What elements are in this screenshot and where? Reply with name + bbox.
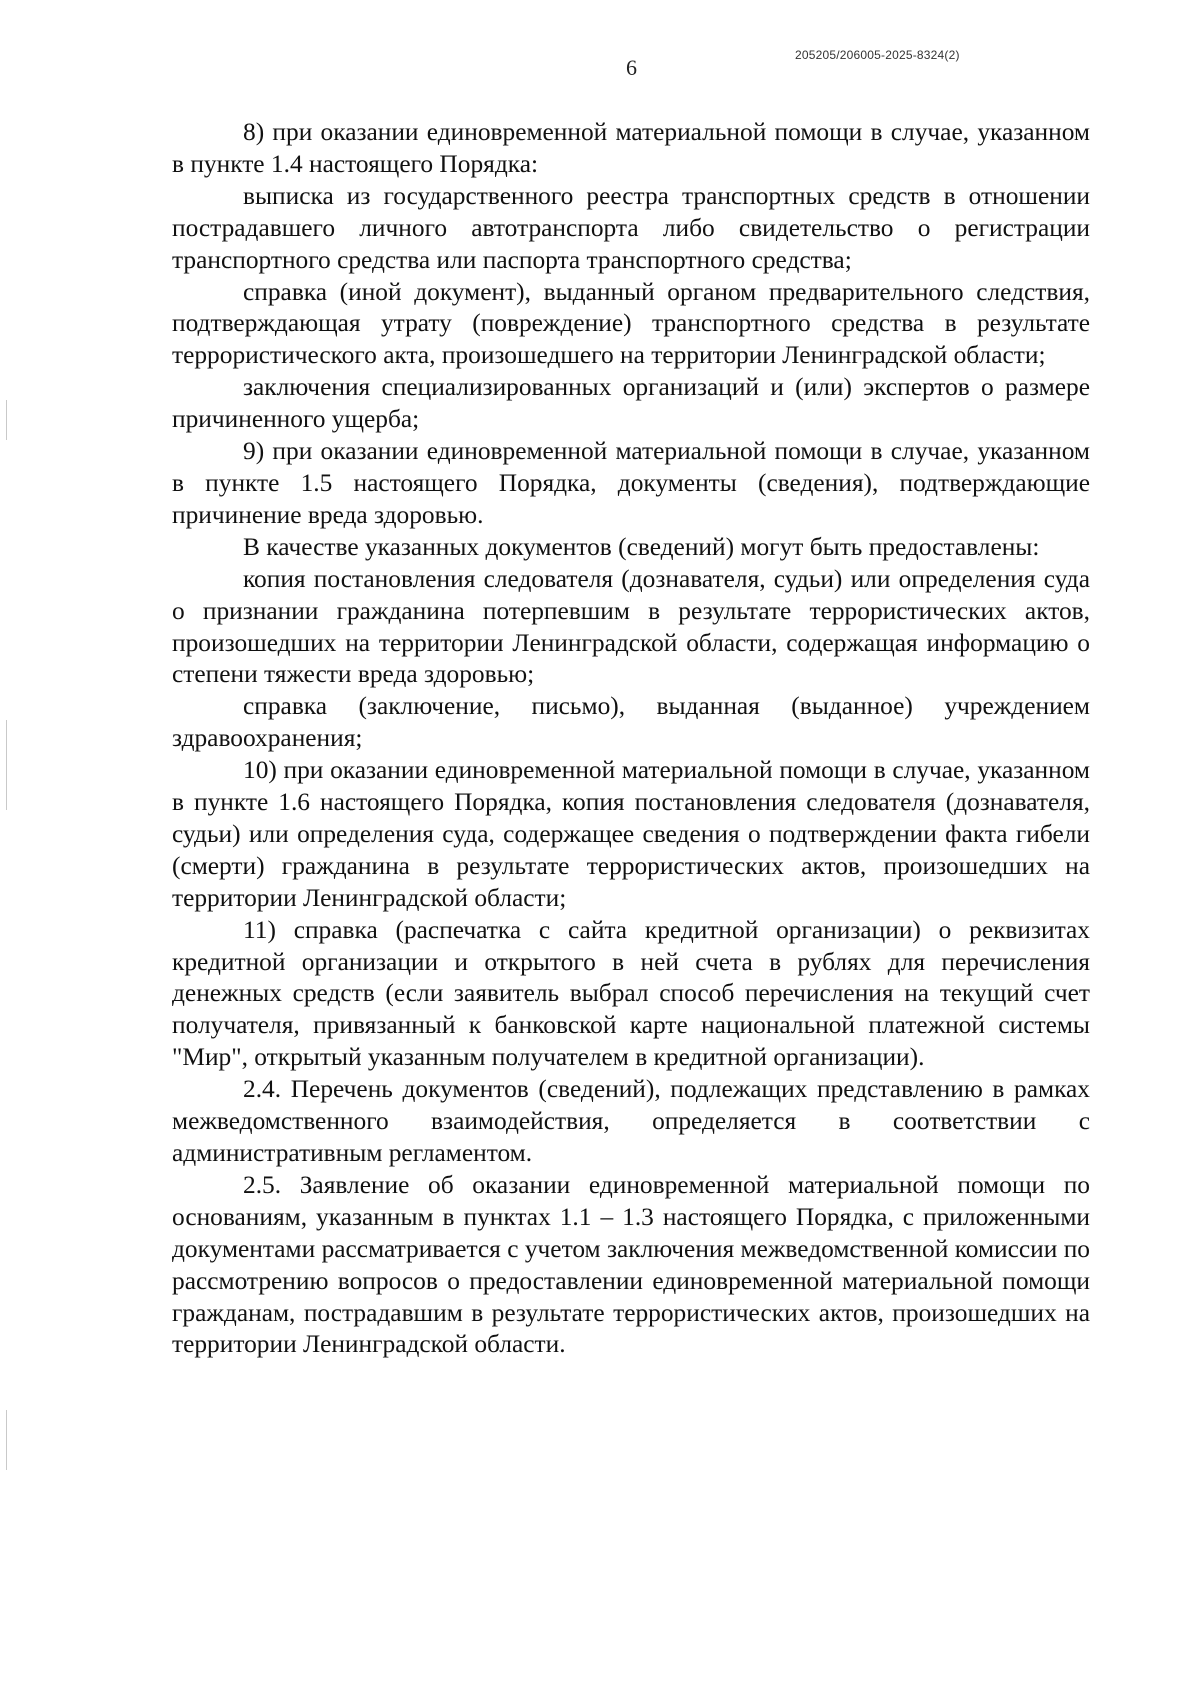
paragraph-item-9: 9) при оказании единовременной материальной помощи в случае, указанном в пункте 1.5 настоящего Порядка, документы (сведения), подтверждающие причинение вреда здоровью. xyxy=(172,437,1090,529)
paragraph-investigation-certificate: справка (иной документ), выданный органом предварительного следствия, подтверждающая утрату (повреждение) транспортного средства в результате террористического акта, произошедшего на территории Ленинградской области; xyxy=(172,277,1090,370)
scan-edge-mark xyxy=(6,720,7,810)
document-body xyxy=(172,117,1090,1361)
paragraph-item-8: 8) при оказании единовременной материальной помощи в случае, указанном в пункте 1.4 настоящего Порядка: xyxy=(172,118,1090,178)
paragraph-vehicle-registry-extract: выписка из государственного реестра транспортных средств в отношении пострадавшего личного автотранспорта либо свидетельство о регистрации транспортного средства или паспорта транспортного средства; xyxy=(172,181,1090,274)
paragraph-section-2-4: 2.4. Перечень документов (сведений), подлежащих представлению в рамках межведомственного взаимодействия, определяется в соответствии с административным регламентом. xyxy=(172,1075,1090,1167)
paragraph-documents-intro: В качестве указанных документов (сведений) могут быть предоставлены: xyxy=(243,532,1040,561)
document-registration-code: 205205/206005-2025-8324(2) xyxy=(795,48,960,62)
scan-edge-mark xyxy=(6,400,7,440)
paragraph-item-10: 10) при оказании единовременной материальной помощи в случае, указанном в пункте 1.6 настоящего Порядка, копия постановления следователя (дознавателя, судьи) или определения суда, содержащее сведения о подтверждении факта гибели (смерти) гражданина в результате террористических актов, произошедших на территории Ленинградской области; xyxy=(172,756,1090,912)
paragraph-health-certificate: справка (заключение, письмо), выданная (выданное) учреждением здравоохранения; xyxy=(172,692,1090,753)
scan-edge-mark xyxy=(6,1410,7,1470)
paragraph-section-2-5: 2.5. Заявление об оказании единовременной материальной помощи по основаниям, указанным в пунктах 1.1 – 1.3 настоящего Порядка, с приложенными документами рассматривается с учетом заключения межведомственной комиссии по рассмотрению вопросов о предоставлении единовременной материальной помощи гражданам, пострадавшим в результате террористических актов, произошедших на территории Ленинградской области. xyxy=(172,1170,1090,1359)
page-number: 6 xyxy=(626,55,637,80)
paragraph-expert-conclusions: заключения специализированных организаций и (или) экспертов о размере причиненного ущерба; xyxy=(172,373,1090,434)
paragraph-item-11: 11) справка (распечатка с сайта кредитной организации) о реквизитах кредитной организации и открытого в ней счета в рублях для перечисления денежных средств (если заявитель выбрал способ перечисления на текущий счет получателя, привязанный к банковской карте национальной платежной системы "Мир", открытый указанным получателем в кредитной организации). xyxy=(172,915,1090,1072)
paragraph-victim-resolution-copy: копия постановления следователя (дознавателя, судьи) или определения суда о признании гражданина потерпевшим в результате террористических актов, произошедших на территории Ленинградской области, содержащая информацию о степени тяжести вреда здоровью; xyxy=(172,564,1090,689)
